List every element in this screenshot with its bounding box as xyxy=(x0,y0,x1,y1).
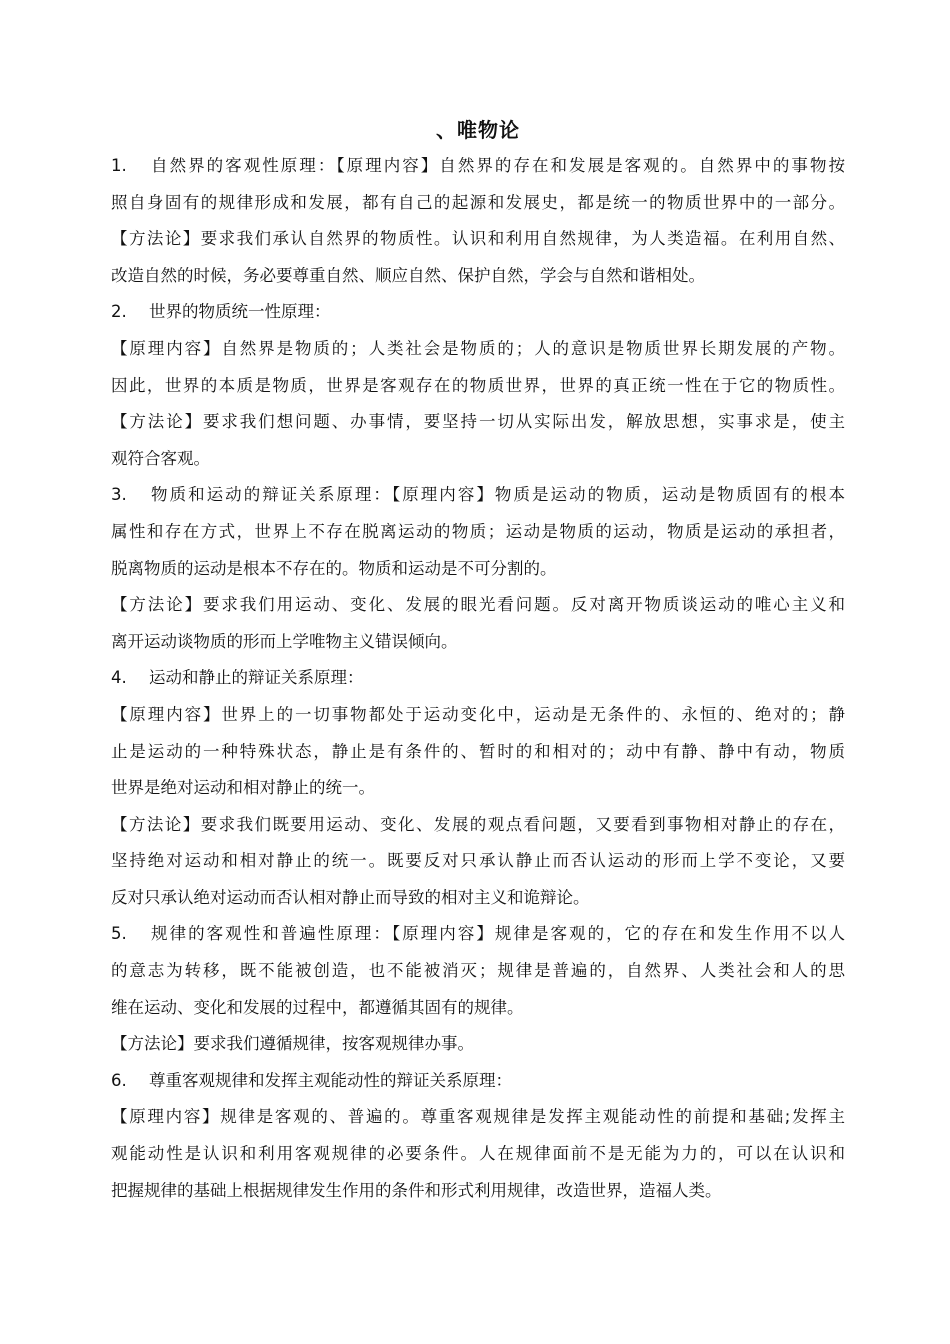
line-text: 观符合客观。 xyxy=(111,448,210,468)
text-line xyxy=(111,1099,845,1136)
text-line xyxy=(111,916,845,953)
line-text: 属性和存在方式，世界上不存在脱离运动的物质；运动是物质的运动，物质是运动的承担者， xyxy=(111,521,845,541)
text-line xyxy=(111,953,845,990)
line-text: 世界是绝对运动和相对静止的统一。 xyxy=(111,778,375,798)
line-text: 尊重客观规律和发挥主观能动性的辩证关系原理： xyxy=(149,1070,512,1090)
section-number: 2. xyxy=(111,302,127,322)
section-number: 3. xyxy=(111,485,127,505)
line-text: 运动和静止的辩证关系原理： xyxy=(149,668,364,688)
text-line xyxy=(111,770,845,807)
text-line xyxy=(111,441,845,478)
section-number: 5. xyxy=(111,924,127,944)
line-text: 【原理内容】世界上的一切事物都处于运动变化中，运动是无条件的、永恒的、绝对的；静 xyxy=(111,704,845,724)
line-text: 把握规律的基础上根据规律发生作用的条件和形式利用规律，改造世界，造福人类。 xyxy=(111,1180,722,1200)
line-text: 维在运动、变化和发展的过程中，都遵循其固有的规律。 xyxy=(111,997,524,1017)
text-line xyxy=(111,294,845,331)
section-number: 6. xyxy=(111,1070,127,1090)
line-text: 照自身固有的规律形成和发展，都有自己的起源和发展史，都是统一的物质世界中的一部分。 xyxy=(111,192,845,212)
text-line xyxy=(111,843,845,880)
line-text: 的意志为转移，既不能被创造，也不能被消灭；规律是普遍的，自然界、人类社会和人的思 xyxy=(111,961,845,981)
line-text: 规律的客观性和普遍性原理：【原理内容】规律是客观的，它的存在和发生作用不以人 xyxy=(149,924,845,944)
text-line xyxy=(111,990,845,1027)
line-text: 止是运动的一种特殊状态，静止是有条件的、暂时的和相对的；动中有静、静中有动，物质 xyxy=(111,741,845,761)
text-line xyxy=(111,331,845,368)
line-text: 【方法论】要求我们既要用运动、变化、发展的观点看问题，又要看到事物相对静止的存在， xyxy=(111,814,845,834)
line-text: 脱离物质的运动是根本不存在的。物质和运动是不可分割的。 xyxy=(111,558,557,578)
line-text: 【原理内容】规律是客观的、普遍的。尊重客观规律是发挥主观能动性的前提和基础;发挥主 xyxy=(111,1107,845,1127)
line-text: 【方法论】要求我们想问题、办事情，要坚持一切从实际出发，解放思想，实事求是，使主 xyxy=(111,412,845,432)
text-line xyxy=(111,185,845,222)
text-line xyxy=(111,551,845,588)
text-line xyxy=(111,1173,845,1210)
text-line xyxy=(111,148,845,185)
document-body xyxy=(111,148,845,1209)
text-line xyxy=(111,697,845,734)
line-text: 【方法论】要求我们承认自然界的物质性。认识和利用自然规律，为人类造福。在利用自然、 xyxy=(111,229,845,249)
line-text: 离开运动谈物质的形而上学唯物主义错误倾向。 xyxy=(111,631,458,651)
text-line xyxy=(111,880,845,917)
text-line xyxy=(111,368,845,405)
document-page xyxy=(111,112,845,1209)
text-line xyxy=(111,1136,845,1173)
line-text: 【方法论】要求我们用运动、变化、发展的眼光看问题。反对离开物质谈运动的唯心主义和 xyxy=(111,595,845,615)
line-text: 物质和运动的辩证关系原理：【原理内容】物质是运动的物质，运动是物质固有的根本 xyxy=(149,485,845,505)
text-line xyxy=(111,734,845,771)
text-line xyxy=(111,514,845,551)
text-line xyxy=(111,221,845,258)
text-line xyxy=(111,477,845,514)
text-line xyxy=(111,258,845,295)
line-text: 【方法论】要求我们遵循规律，按客观规律办事。 xyxy=(111,1034,474,1054)
text-line xyxy=(111,1026,845,1063)
text-line xyxy=(111,404,845,441)
document-title: 、唯物论 xyxy=(436,118,520,142)
line-text: 因此，世界的本质是物质，世界是客观存在的物质世界，世界的真正统一性在于它的物质性。 xyxy=(111,375,845,395)
line-text: 反对只承认绝对运动而否认相对静止而导致的相对主义和诡辩论。 xyxy=(111,887,590,907)
line-text: 改造自然的时候，务必要尊重自然、顺应自然、保护自然，学会与自然和谐相处。 xyxy=(111,265,705,285)
text-line xyxy=(111,587,845,624)
line-text: 【原理内容】自然界是物质的；人类社会是物质的；人的意识是物质世界长期发展的产物。 xyxy=(111,338,845,358)
section-number: 4. xyxy=(111,668,127,688)
line-text: 自然界的客观性原理：【原理内容】自然界的存在和发展是客观的。自然界中的事物按 xyxy=(149,156,845,175)
section-number: 1. xyxy=(111,156,127,175)
text-line xyxy=(111,807,845,844)
text-line xyxy=(111,660,845,697)
line-text: 世界的物质统一性原理： xyxy=(149,302,331,322)
text-line xyxy=(111,624,845,661)
text-line xyxy=(111,1063,845,1100)
line-text: 观能动性是认识和利用客观规律的必要条件。人在规律面前不是无能为力的，可以在认识和 xyxy=(111,1144,845,1164)
line-text: 坚持绝对运动和相对静止的统一。既要反对只承认静止而否认运动的形而上学不变论，又要 xyxy=(111,851,845,871)
